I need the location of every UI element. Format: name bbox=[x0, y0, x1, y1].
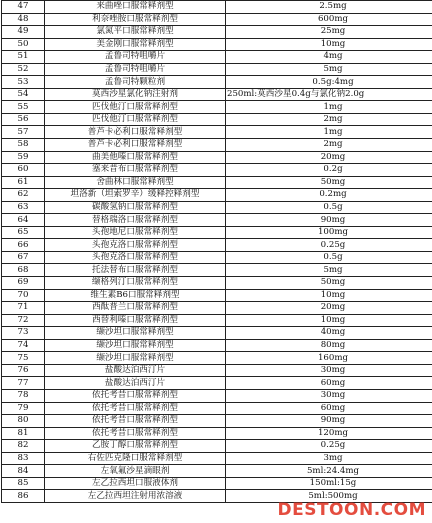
row-number: 74 bbox=[2, 339, 45, 352]
drug-spec: 2.5mg bbox=[226, 1, 432, 14]
drug-name: 匹伐他汀口服常释剂型 bbox=[45, 101, 226, 114]
table-row bbox=[2, 1, 432, 14]
drug-spec-table bbox=[1, 0, 432, 503]
row-number: 51 bbox=[2, 51, 45, 64]
row-number: 86 bbox=[2, 490, 45, 503]
table-row bbox=[2, 352, 432, 365]
table-row bbox=[2, 126, 432, 139]
drug-spec: 10mg bbox=[226, 314, 432, 327]
drug-name: 依托考昔口服常释剂型 bbox=[45, 389, 226, 402]
row-number: 81 bbox=[2, 427, 45, 440]
table-row bbox=[2, 113, 432, 126]
row-number: 60 bbox=[2, 164, 45, 177]
drug-spec: 40mg bbox=[226, 327, 432, 340]
drug-name: 缬沙坦口服常释剂型 bbox=[45, 339, 226, 352]
row-number: 57 bbox=[2, 126, 45, 139]
table-row bbox=[2, 239, 432, 252]
drug-name: 普芦卡必利口服常释剂型 bbox=[45, 126, 226, 139]
row-number: 52 bbox=[2, 63, 45, 76]
row-number: 69 bbox=[2, 277, 45, 290]
table-row bbox=[2, 139, 432, 152]
drug-spec: 50mg bbox=[226, 277, 432, 290]
drug-spec: 5ml:24.4mg bbox=[226, 465, 432, 478]
drug-spec: 20mg bbox=[226, 302, 432, 315]
row-number: 55 bbox=[2, 101, 45, 114]
table-row bbox=[2, 189, 432, 202]
table-row bbox=[2, 151, 432, 164]
drug-spec: 5mg bbox=[226, 63, 432, 76]
drug-name: 莫西沙星氯化钠注射剂 bbox=[45, 88, 226, 101]
drug-spec: 120mg bbox=[226, 427, 432, 440]
row-number: 61 bbox=[2, 176, 45, 189]
table-row bbox=[2, 452, 432, 465]
table-row bbox=[2, 327, 432, 340]
drug-spec: 150ml:15g bbox=[226, 477, 432, 490]
drug-name: 替格瑞洛口服常释剂型 bbox=[45, 214, 226, 227]
table-row bbox=[2, 101, 432, 114]
drug-name: 依托考昔口服常释剂型 bbox=[45, 415, 226, 428]
drug-name: 匹伐他汀口服常释剂型 bbox=[45, 113, 226, 126]
drug-spec: 2mg bbox=[226, 139, 432, 152]
drug-name: 坦洛新（坦索罗辛）缓释控释剂型 bbox=[45, 189, 226, 202]
drug-name: 依托考昔口服常释剂型 bbox=[45, 402, 226, 415]
drug-spec: 1mg bbox=[226, 101, 432, 114]
drug-spec: 5ml:500mg bbox=[226, 490, 432, 503]
drug-spec: 90mg bbox=[226, 415, 432, 428]
drug-name: 左乙拉西坦口服液体剂 bbox=[45, 477, 226, 490]
drug-name: 左乙拉西坦注射用浓溶液 bbox=[45, 490, 226, 503]
row-number: 58 bbox=[2, 139, 45, 152]
drug-name: 缬沙坦口服常释剂型 bbox=[45, 327, 226, 340]
table-body bbox=[2, 1, 432, 503]
drug-name: 依托考昔口服常释剂型 bbox=[45, 427, 226, 440]
row-number: 83 bbox=[2, 452, 45, 465]
table-row bbox=[2, 88, 432, 101]
drug-name: 乙胺丁醇口服常释剂型 bbox=[45, 440, 226, 453]
drug-name: 利奈唑胺口服常释剂型 bbox=[45, 13, 226, 26]
drug-name: 塞来昔布口服常释剂型 bbox=[45, 164, 226, 177]
drug-spec: 5mg bbox=[226, 264, 432, 277]
table-row bbox=[2, 302, 432, 315]
row-number: 78 bbox=[2, 389, 45, 402]
drug-name: 孟鲁司特颗粒剂 bbox=[45, 76, 226, 89]
table-row bbox=[2, 289, 432, 302]
drug-spec: 1mg bbox=[226, 126, 432, 139]
table-row bbox=[2, 377, 432, 390]
table-row bbox=[2, 13, 432, 26]
watermark-suffix: .COM bbox=[373, 500, 426, 520]
table-row bbox=[2, 251, 432, 264]
row-number: 48 bbox=[2, 13, 45, 26]
row-number: 76 bbox=[2, 364, 45, 377]
row-number: 77 bbox=[2, 377, 45, 390]
row-number: 53 bbox=[2, 76, 45, 89]
drug-name: 维生素B6口服常释剂型 bbox=[45, 289, 226, 302]
table-row bbox=[2, 26, 432, 39]
drug-name: 普芦卡必利口服常释剂型 bbox=[45, 139, 226, 152]
row-number: 72 bbox=[2, 314, 45, 327]
drug-name: 来曲唑口服常释剂型 bbox=[45, 1, 226, 14]
table-row bbox=[2, 440, 432, 453]
row-number: 65 bbox=[2, 226, 45, 239]
drug-name: 碳酸氢钠口服常释剂型 bbox=[45, 201, 226, 214]
table-row bbox=[2, 226, 432, 239]
table-row bbox=[2, 63, 432, 76]
drug-spec: 20mg bbox=[226, 151, 432, 164]
row-number: 64 bbox=[2, 214, 45, 227]
row-number: 68 bbox=[2, 264, 45, 277]
drug-name: 头孢克洛口服常释剂型 bbox=[45, 239, 226, 252]
table-row bbox=[2, 164, 432, 177]
row-number: 62 bbox=[2, 189, 45, 202]
table-row bbox=[2, 214, 432, 227]
drug-spec: 0.25g bbox=[226, 239, 432, 252]
table-row bbox=[2, 477, 432, 490]
table-row bbox=[2, 51, 432, 64]
drug-spec: 90mg bbox=[226, 214, 432, 227]
row-number: 70 bbox=[2, 289, 45, 302]
drug-name: 西酞普兰口服常释剂型 bbox=[45, 302, 226, 315]
drug-name: 左氧氟沙星滴眼剂 bbox=[45, 465, 226, 478]
drug-spec: 3mg bbox=[226, 452, 432, 465]
drug-spec: 30mg bbox=[226, 389, 432, 402]
row-number: 63 bbox=[2, 201, 45, 214]
table-row bbox=[2, 415, 432, 428]
drug-name: 托法替布口服常释剂型 bbox=[45, 264, 226, 277]
drug-spec: 2mg bbox=[226, 113, 432, 126]
drug-spec: 100mg bbox=[226, 226, 432, 239]
row-number: 50 bbox=[2, 38, 45, 51]
watermark-text: DESTOON bbox=[277, 500, 374, 520]
table-row bbox=[2, 427, 432, 440]
drug-spec: 0.5g bbox=[226, 251, 432, 264]
row-number: 49 bbox=[2, 26, 45, 39]
drug-spec: 160mg bbox=[226, 352, 432, 365]
table-row bbox=[2, 465, 432, 478]
table-row bbox=[2, 364, 432, 377]
drug-name: 舍曲林口服常释剂型 bbox=[45, 176, 226, 189]
row-number: 82 bbox=[2, 440, 45, 453]
row-number: 79 bbox=[2, 402, 45, 415]
drug-spec: 0.5g:4mg bbox=[226, 76, 432, 89]
row-number: 67 bbox=[2, 251, 45, 264]
drug-name: 曲美他嗪口服常释剂型 bbox=[45, 151, 226, 164]
drug-spec: 10mg bbox=[226, 289, 432, 302]
drug-spec: 0.25g bbox=[226, 440, 432, 453]
drug-name: 盐酸达泊西汀片 bbox=[45, 377, 226, 390]
drug-name: 盐酸达泊西汀片 bbox=[45, 364, 226, 377]
row-number: 84 bbox=[2, 465, 45, 478]
row-number: 85 bbox=[2, 477, 45, 490]
drug-spec: 30mg bbox=[226, 364, 432, 377]
drug-spec: 25mg bbox=[226, 26, 432, 39]
table-row bbox=[2, 339, 432, 352]
row-number: 66 bbox=[2, 239, 45, 252]
drug-name: 头孢克洛口服常释剂型 bbox=[45, 251, 226, 264]
drug-spec: 600mg bbox=[226, 13, 432, 26]
drug-spec: 0.2g bbox=[226, 164, 432, 177]
drug-name: 西替利嗪口服常释剂型 bbox=[45, 314, 226, 327]
row-number: 56 bbox=[2, 113, 45, 126]
drug-name: 右佐匹克隆口服常释剂型 bbox=[45, 452, 226, 465]
drug-spec: 4mg bbox=[226, 51, 432, 64]
row-number: 59 bbox=[2, 151, 45, 164]
row-number: 80 bbox=[2, 415, 45, 428]
drug-spec: 10mg bbox=[226, 38, 432, 51]
table-row bbox=[2, 76, 432, 89]
table-row bbox=[2, 176, 432, 189]
drug-spec: 80mg bbox=[226, 339, 432, 352]
table-row bbox=[2, 264, 432, 277]
drug-name: 缬沙坦口服常释剂型 bbox=[45, 352, 226, 365]
drug-spec: 60mg bbox=[226, 402, 432, 415]
drug-spec: 250ml:莫西沙星0.4g与氯化钠2.0g bbox=[226, 88, 432, 101]
drug-spec: 50mg bbox=[226, 176, 432, 189]
drug-spec: 0.5g bbox=[226, 201, 432, 214]
drug-name: 孟鲁司特咀嚼片 bbox=[45, 51, 226, 64]
row-number: 75 bbox=[2, 352, 45, 365]
drug-name: 氯氮平口服常释剂型 bbox=[45, 26, 226, 39]
drug-name: 头孢地尼口服常释剂型 bbox=[45, 226, 226, 239]
table-row bbox=[2, 277, 432, 290]
drug-name: 美金刚口服常释剂型 bbox=[45, 38, 226, 51]
table-row bbox=[2, 402, 432, 415]
drug-name: 缬格列汀口服常释剂型 bbox=[45, 277, 226, 290]
table-row bbox=[2, 38, 432, 51]
drug-name: 孟鲁司特咀嚼片 bbox=[45, 63, 226, 76]
table-row bbox=[2, 389, 432, 402]
drug-spec: 0.2mg bbox=[226, 189, 432, 202]
row-number: 47 bbox=[2, 1, 45, 14]
drug-spec: 60mg bbox=[226, 377, 432, 390]
table-row bbox=[2, 314, 432, 327]
table-row bbox=[2, 201, 432, 214]
row-number: 54 bbox=[2, 88, 45, 101]
row-number: 73 bbox=[2, 327, 45, 340]
destoon-watermark bbox=[277, 500, 426, 520]
row-number: 71 bbox=[2, 302, 45, 315]
